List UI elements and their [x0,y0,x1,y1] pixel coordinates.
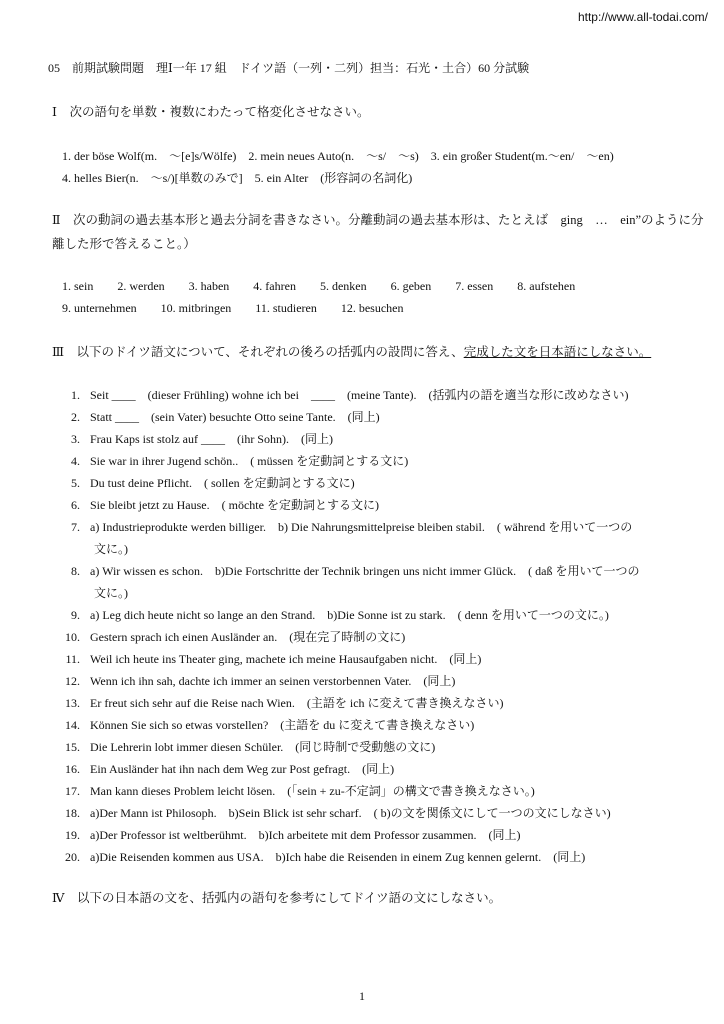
question-text: a) Industrieprodukte werden billiger. b) Die Nahrungsmittelpreise bleiben stabil. ( während を用いて一つの [90,520,633,534]
question-text: Er freut sich sehr auf die Reise nach Wien. (主語を ich に変えて書き換えなさい) [90,696,504,710]
question-text: Du tust deine Pflicht. ( sollen を定動詞とする文に) [90,476,355,490]
section-3-title-text: Ⅲ 以下のドイツ語文について、それぞれの後ろの括弧内の設問に答え、 [52,345,464,359]
question-number: 6. [71,498,80,512]
question-number: 17. [65,784,80,798]
question-number: 2. [71,410,80,424]
question-text-continuation: 文に。) [94,586,128,600]
question-text-continuation: 文に。) [94,542,128,556]
exam-header: 05 前期試験問題 理Ⅰ一年 17 組 ドイツ語（一列・二列）担当：石光・土合）60 分試験 [48,61,530,75]
question-text: Frau Kaps ist stolz auf ____ (ihr Sohn). (同上) [90,432,333,446]
question-number: 1. [71,388,80,402]
section-2-title-line-2: 離した形で答えること。） [52,237,196,251]
question-number: 8. [71,564,80,578]
question-text: a) Wir wissen es schon. b)Die Fortschritte der Technik bringen uns nicht immer Glück. ( daß を用いて一つの [90,564,640,578]
question-number: 10. [65,630,80,644]
section-2-line-1: 1. sein 2. werden 3. haben 4. fahren 5. denken 6. geben 7. essen 8. aufstehen [62,279,576,293]
question-number: 15. [65,740,80,754]
section-1-line-2: 4. helles Bier(n. ～s/)[単数のみで] 5. ein Alter (形容詞の名詞化) [62,171,413,185]
question-number: 3. [71,432,80,446]
section-1-title: Ⅰ 次の語句を単数・複数にわたって格変化させなさい。 [52,105,370,119]
question-number: 11. [65,652,80,666]
question-number: 5. [71,476,80,490]
section-3-title [52,344,651,360]
question-number: 14. [65,718,80,732]
question-text: Sie bleibt jetzt zu Hause. ( möchte を定動詞とする文に) [90,498,379,512]
question-text: a)Der Professor ist weltberühmt. b)Ich arbeitete mit dem Professor zusammen. (同上) [90,828,521,842]
question-number: 4. [71,454,80,468]
question-number: 18. [65,806,80,820]
question-text: Die Lehrerin lobt immer diesen Schüler. (同じ時制で受動態の文に) [90,740,436,754]
question-text: Wenn ich ihn sah, dachte ich immer an seinen verstorbennen Vater. (同上) [90,674,456,688]
question-text: a)Die Reisenden kommen aus USA. b)Ich habe die Reisenden in einem Zug kennen gelernt. (同上) [90,850,586,864]
question-text: Sie war in ihrer Jugend schön.. ( müssen を定動詞とする文に) [90,454,409,468]
question-text: Können Sie sich so etwas vorstellen? (主語を du に変えて書き換えなさい) [90,718,475,732]
question-number: 12. [65,674,80,688]
section-3-title-underlined: 完成した文を日本語にしなさい。 [463,345,652,359]
question-text: Weil ich heute ins Theater ging, machete ich meine Hausaufgaben nicht. (同上) [90,652,482,666]
question-number: 9. [71,608,80,622]
question-text: Statt ____ (sein Vater) besuchte Otto seine Tante. (同上) [90,410,380,424]
question-text: a)Der Mann ist Philosoph. b)Sein Blick ist sehr scharf. ( b)の文を関係文にして一つの文にしなさい) [90,806,611,820]
question-number: 20. [65,850,80,864]
page-number: 1 [359,989,365,1003]
question-number: 16. [65,762,80,776]
question-number: 19. [65,828,80,842]
section-2-line-2: 9. unternehmen 10. mitbringen 11. studieren 12. besuchen [62,301,404,315]
question-text: Gestern sprach ich einen Ausländer an. (現在完了時制の文に) [90,630,406,644]
question-number: 7. [71,520,80,534]
question-text: Seit ____ (dieser Frühling) wohne ich bei ____ (meine Tante). (括弧内の語を適当な形に改めなさい) [90,388,629,402]
question-text: Man kann dieses Problem leicht lösen. (「sein + zu-不定詞」の構文で書き換えなさい。) [90,784,535,798]
site-url: http://www.all-todai.com/ [577,10,708,24]
question-text: a) Leg dich heute nicht so lange an den Strand. b)Die Sonne ist zu stark. ( denn を用いて一つの文に。) [90,608,609,622]
section-1-line-1: 1. der böse Wolf(m. ～[e]s/Wölfe) 2. mein neues Auto(n. ～s/ ～s) 3. ein großer Student(m.～en/ ～en) [62,149,614,163]
question-number: 13. [65,696,80,710]
question-text: Ein Ausländer hat ihn nach dem Weg zur Post gefragt. (同上) [90,762,395,776]
section-4-title: Ⅳ 以下の日本語の文を、括弧内の語句を参考にしてドイツ語の文にしなさい。 [52,891,502,905]
section-2-title-line-1: Ⅱ 次の動詞の過去基本形と過去分詞を書きなさい。分離動詞の過去基本形は、たとえば ging … ein”のように分 [52,213,704,227]
